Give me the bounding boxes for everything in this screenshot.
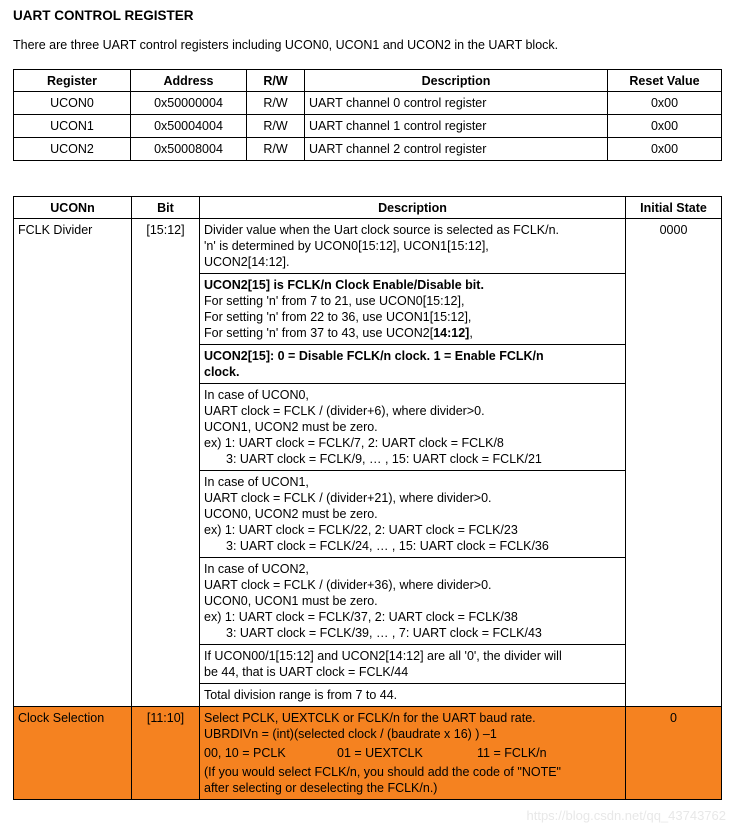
column-header: Description xyxy=(200,197,626,219)
description-line: clock. xyxy=(204,365,240,379)
description-line: Divider value when the Uart clock source is selected as FCLK/n. xyxy=(204,223,560,237)
description-line: UART clock = FCLK / (divider+6), where divider>0. xyxy=(204,404,485,418)
description-line: UCON2[14:12]. xyxy=(204,255,290,269)
field-description xyxy=(200,219,626,707)
description-line: Select PCLK, UEXTCLK or FCLK/n for the UART baud rate. xyxy=(204,711,536,725)
description-paragraph xyxy=(200,558,625,645)
description-paragraph xyxy=(200,384,625,471)
column-header: Reset Value xyxy=(608,70,722,92)
description-paragraph xyxy=(200,219,625,274)
description-line: ex) 1: UART clock = FCLK/37, 2: UART clock = FCLK/38 xyxy=(204,610,518,624)
description-line: ex) 1: UART clock = FCLK/22, 2: UART clock = FCLK/23 xyxy=(204,523,518,537)
table-row xyxy=(14,138,722,161)
initial-state: 0000 xyxy=(626,219,722,707)
table-cell: 0x50008004 xyxy=(131,138,247,161)
description-paragraph xyxy=(200,645,625,684)
option-text: 00, 10 = PCLK xyxy=(204,746,286,760)
page-title: UART CONTROL REGISTER xyxy=(13,8,194,23)
table-cell: UCON1 xyxy=(14,115,131,138)
description-line: UART clock = FCLK / (divider+21), where divider>0. xyxy=(204,491,492,505)
description-line: UBRDIVn = (int)(selected clock / (baudrate x 16) ) –1 xyxy=(204,727,497,741)
initial-state: 0 xyxy=(626,707,722,800)
table-cell: R/W xyxy=(247,138,305,161)
description-paragraph xyxy=(200,471,625,558)
description-text: For setting 'n' from 37 to 43, use UCON2[ xyxy=(204,326,434,340)
description-line xyxy=(204,325,621,341)
bit-table xyxy=(13,196,722,800)
table-cell: R/W xyxy=(247,115,305,138)
table-cell: 0x00 xyxy=(608,138,722,161)
description-paragraph xyxy=(204,707,621,799)
description-line: If UCON00/1[15:12] and UCON2[14:12] are all '0', the divider will xyxy=(204,649,562,663)
table-cell: 0x50000004 xyxy=(131,92,247,115)
description-line: 'n' is determined by UCON0[15:12], UCON1[15:12], xyxy=(204,239,489,253)
option-text: 01 = UEXTCLK xyxy=(337,746,423,760)
column-header: Bit xyxy=(132,197,200,219)
description-line: UCON0, UCON2 must be zero. xyxy=(204,507,378,521)
field-name: Clock Selection xyxy=(14,707,132,800)
description-line: be 44, that is UART clock = FCLK/44 xyxy=(204,665,409,679)
column-header: UCONn xyxy=(14,197,132,219)
description-line: 3: UART clock = FCLK/24, … , 15: UART clock = FCLK/36 xyxy=(226,539,549,553)
table-cell: UART channel 2 control register xyxy=(305,138,608,161)
field-name: FCLK Divider xyxy=(14,219,132,707)
description-text: 14:12] xyxy=(433,326,470,340)
column-header: Initial State xyxy=(626,197,722,219)
table-cell: 0x00 xyxy=(608,115,722,138)
column-header: Description xyxy=(305,70,608,92)
field-bits: [11:10] xyxy=(132,707,200,800)
description-line: UCON2[15]: 0 = Disable FCLK/n clock. 1 = Enable FCLK/n xyxy=(204,349,544,363)
field-description xyxy=(200,707,626,800)
description-paragraph xyxy=(200,274,625,345)
description-line: UCON2[15] is FCLK/n Clock Enable/Disable bit. xyxy=(204,278,484,292)
description-line: UCON1, UCON2 must be zero. xyxy=(204,420,378,434)
description-line: 3: UART clock = FCLK/9, … , 15: UART clock = FCLK/21 xyxy=(226,452,542,466)
table-cell: R/W xyxy=(247,92,305,115)
description-line: ex) 1: UART clock = FCLK/7, 2: UART clock = FCLK/8 xyxy=(204,436,504,450)
description-paragraph xyxy=(200,684,625,706)
description-line: 3: UART clock = FCLK/39, … , 7: UART clock = FCLK/43 xyxy=(226,626,542,640)
description-line: Total division range is from 7 to 44. xyxy=(204,688,398,702)
description-line xyxy=(204,745,621,761)
table-row xyxy=(14,115,722,138)
description-line: after selecting or deselecting the FCLK/n.) xyxy=(204,781,438,795)
table-row-highlighted xyxy=(14,707,722,800)
column-header: R/W xyxy=(247,70,305,92)
description-line: UART clock = FCLK / (divider+36), where divider>0. xyxy=(204,578,492,592)
table-header-row xyxy=(14,70,722,92)
description-line: In case of UCON2, xyxy=(204,562,309,576)
table-header-row xyxy=(14,197,722,219)
column-header: Address xyxy=(131,70,247,92)
table-cell: UCON0 xyxy=(14,92,131,115)
watermark: https://blog.csdn.net/qq_43743762 xyxy=(526,808,726,823)
description-line: For setting 'n' from 22 to 36, use UCON1[15:12], xyxy=(204,310,472,324)
register-table xyxy=(13,69,722,161)
column-header: Register xyxy=(14,70,131,92)
description-paragraph xyxy=(200,345,625,384)
table-row xyxy=(14,92,722,115)
table-cell: 0x00 xyxy=(608,92,722,115)
description-line: In case of UCON1, xyxy=(204,475,309,489)
table-cell: UART channel 0 control register xyxy=(305,92,608,115)
description-line: In case of UCON0, xyxy=(204,388,309,402)
option-text: 11 = FCLK/n xyxy=(477,746,547,760)
description-text: , xyxy=(469,326,473,340)
field-bits: [15:12] xyxy=(132,219,200,707)
description-line: (If you would select FCLK/n, you should add the code of "NOTE" xyxy=(204,765,561,779)
description-line: For setting 'n' from 7 to 21, use UCON0[15:12], xyxy=(204,294,465,308)
intro-text: There are three UART control registers including UCON0, UCON1 and UCON2 in the UART block. xyxy=(13,38,559,52)
table-cell: UART channel 1 control register xyxy=(305,115,608,138)
table-row xyxy=(14,219,722,707)
table-cell: UCON2 xyxy=(14,138,131,161)
table-cell: 0x50004004 xyxy=(131,115,247,138)
description-line: UCON0, UCON1 must be zero. xyxy=(204,594,378,608)
